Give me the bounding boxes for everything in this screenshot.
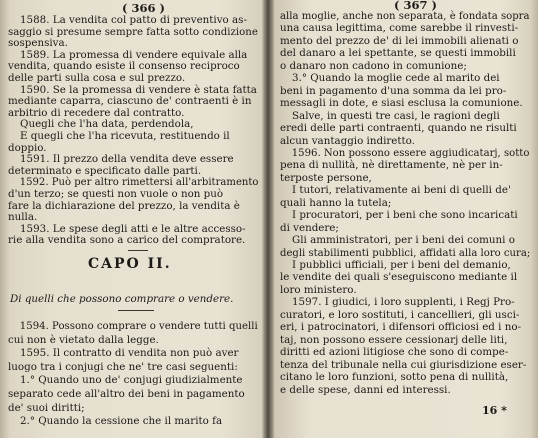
text-line: delle parti sulla cosa e sul prezzo. (8, 72, 186, 84)
text-line: d'un terzo; se questi non vuole o non può (8, 188, 224, 200)
text-line: 1588. La vendita col patto di preventivo as- (20, 14, 247, 26)
left-page (0, 0, 268, 438)
text-line: I pubblici ufficiali, per i beni del demanio, (292, 259, 511, 271)
chapter-subtitle: Di quelli che possono comprare o vendere. (10, 293, 234, 305)
signature-mark: 16 * (482, 404, 507, 417)
text-line: luogo tra i conjugi che ne' tre casi seguenti: (8, 360, 238, 373)
text-line: 1592. Può per altro rimettersi all'arbitramento (19, 176, 259, 189)
text-line: e delle spese, danni ed interessi. (280, 383, 451, 396)
text-line: taj, non possono essere cessionarj delle liti, (280, 333, 508, 346)
text-line: tenza del tribunale nella cui giurisdizione eser- (280, 358, 527, 371)
text-line: le vendite dei quali s'eseguiscono mediante il (280, 271, 518, 284)
text-line: 1589. La promessa di vendere equivale alla (20, 48, 248, 61)
text-line: Salve, in questi tre casi, le ragioni degli (292, 109, 500, 122)
text-line: diritti ed azioni litigiose che sono di compe- (280, 346, 509, 359)
text-line: 1591. Il prezzo della vendita deve essere (20, 153, 234, 166)
chapter-rule (128, 250, 148, 251)
text-line: 1596. Non possono essere aggiudicatarj, sotto (291, 146, 530, 159)
text-line: beni in pagamento d'una somma da lei pro- (280, 84, 507, 97)
subtitle-rule (118, 310, 154, 311)
chapter-heading: CAPO II. (88, 256, 172, 272)
text-line: eredi delle parti contraenti, quando ne risulti (280, 122, 517, 135)
text-line: vendita, quando esiste il consenso reciproco (8, 60, 240, 73)
text-line: degli stabilimenti pubblici, affidati alla loro cura; (280, 246, 531, 259)
text-line: saggio si presume sempre fatta sotto condizione (8, 25, 258, 38)
text-line: mediante caparra, ciascuno de' contraenti è in (8, 95, 252, 108)
text-line: o danaro non cadono in comunione; (280, 59, 467, 72)
text-line: terposte persone, (280, 171, 372, 184)
text-line: curatori, e loro sostituti, i cancellieri, gli usci- (280, 308, 520, 321)
text-line: arbitrio di recedere dal contratto. (8, 106, 185, 119)
text-line: 1590. Se la promessa di vendere è stata fatta (20, 83, 257, 96)
text-line: nulla. (8, 211, 38, 224)
text-line: de' suoi diritti; (8, 401, 85, 414)
text-line: alla moglie, anche non separata, è fondata sopra (280, 10, 530, 22)
text-line: 3.° Quando la moglie cede al marito dei (292, 72, 500, 85)
text-line: doppio. (8, 141, 47, 154)
text-line: fare la dichiarazione del prezzo, la vendita è (8, 199, 240, 212)
text-line: mento del prezzo de' di lei immobili alienati o (280, 34, 519, 47)
text-line: I tutori, relativamente ai beni di quelli de' (292, 184, 511, 197)
text-line: Quegli che l'ha data, perdendola, (20, 118, 194, 131)
text-line: 1594. Possono comprare o vendere tutti quelli (19, 320, 258, 332)
text-line: sospensiva. (8, 37, 68, 50)
text-line: 1593. Le spese degli atti e le altre accesso- (20, 222, 246, 235)
text-line: loro ministero. (280, 283, 357, 296)
text-line: di vendere; (280, 221, 339, 234)
text-line: Gli amministratori, per i beni dei comuni o (292, 234, 515, 247)
text-line: cui non è vietato dalla legge. (8, 333, 159, 346)
text-line: 2.° Quando la cessione che il marito fa (20, 415, 223, 428)
text-line: 1597. I giudici, i loro supplenti, i Regj Pro- (292, 296, 515, 309)
text-line: E quegli che l'ha ricevuta, restituendo il (20, 130, 230, 142)
page-number: ( 367 ) (394, 0, 437, 12)
text-line: 1.° Quando uno de' conjugi giudizialmente (20, 374, 243, 387)
text-line: rie alla vendita sono a carico del compratore. (8, 234, 246, 247)
text-line: alcun vantaggio indiretto. (280, 134, 415, 147)
text-line: messagli in dote, e siasi esclusa la comunione. (280, 97, 523, 110)
text-line: separato cede all'altro dei beni in pagamento (8, 388, 245, 400)
text-line: del danaro a lei spettante, se questi immobili (280, 47, 516, 60)
text-line: 1595. Il contratto di vendita non può aver (20, 347, 239, 360)
text-line: pena di nullità, nè direttamente, nè per in- (280, 159, 503, 172)
text-line: citano le loro funzioni, sotto pena di nullità, (280, 371, 509, 384)
right-page (270, 0, 538, 438)
text-line: quali hanno la tutela; (280, 196, 392, 209)
text-line: una causa legittima, come sarebbe il rinvesti- (280, 22, 519, 35)
page-number: ( 366 ) (122, 1, 165, 15)
text-line: eri, i patrocinatori, i difensori officiosi ed i no- (280, 321, 522, 334)
text-line: I procuratori, per i beni che sono incaricati (292, 209, 518, 222)
text-line: determinato e specificato dalle parti. (8, 164, 202, 177)
